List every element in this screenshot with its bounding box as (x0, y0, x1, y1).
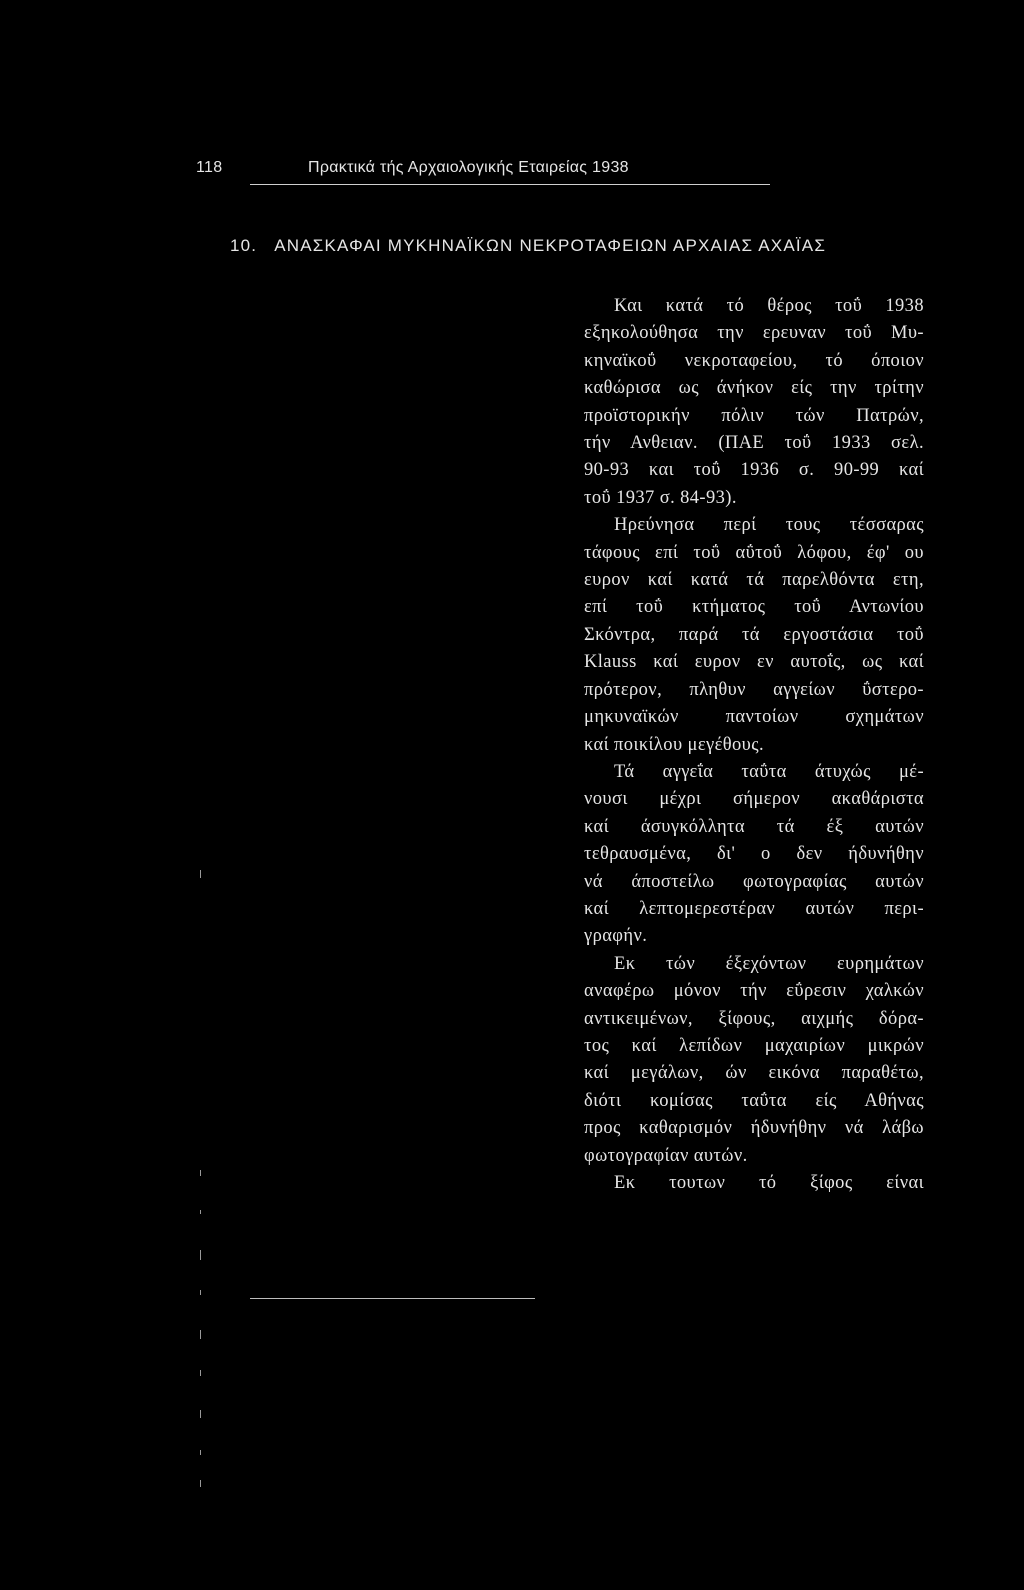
scan-mark (200, 870, 201, 878)
text-line: καί λεπτομερεστέραν αυτών περι- (584, 898, 924, 919)
text-line: τεθραυσμένα, δι' ο δεν ήδυνήθην (584, 844, 924, 865)
text-line: νουσι μέχρι σήμερον ακαθάριστα (584, 789, 924, 810)
text-line: αντικειμένων, ξίφους, αιχμής δόρα- (584, 1008, 924, 1029)
text-line: προς καθαρισμόν ήδυνήθην νά λάβω (584, 1118, 924, 1139)
scan-mark (200, 1450, 201, 1455)
text-line: τος καί λεπίδων μαχαιρίων μικρών (584, 1035, 924, 1056)
scan-mark (200, 1330, 201, 1339)
text-line: τοΰ 1937 σ. 84-93). (584, 487, 737, 508)
text-line: καί μεγάλων, ών εικόνα παραθέτω, (584, 1063, 924, 1084)
text-line: γραφήν. (584, 926, 648, 947)
scan-mark (200, 1290, 201, 1295)
text-line: επί τοΰ κτήματος τοΰ Αντωνίου (584, 597, 924, 618)
text-line: καί ποικίλου μεγέθους. (584, 734, 764, 755)
text-line: τάφους επί τοΰ αΰτοΰ λόφου, έφ' ου (584, 542, 924, 563)
text-line: καί άσυγκόλλητα τά έξ αυτών (584, 816, 924, 837)
text-line: διότι κομίσας ταΰτα είς Αθήνας (584, 1090, 924, 1111)
scan-mark (200, 1410, 201, 1418)
page-number: 118 (196, 159, 223, 176)
text-line: καθώρισα ως άνήκον είς την τρίτην (584, 378, 924, 399)
journal-title: Πρακτικά τής Αρχαιολογικής Εταιρείας 1938 (308, 159, 629, 176)
footer-divider (250, 1298, 535, 1299)
text-line: αναφέρω μόνον τήν εΰρεσιν χαλκών (584, 981, 924, 1002)
text-line: εξηκολούθησα την ερευναν τοΰ Μυ- (584, 323, 924, 344)
text-line: προϊστορικήν πόλιν τών Πατρών, (584, 405, 924, 426)
scan-mark (200, 1210, 201, 1214)
scan-mark (200, 1250, 201, 1260)
text-line: πρότερον, πληθυν αγγείων ΰστερο- (584, 679, 924, 700)
section-heading (230, 236, 910, 256)
scan-mark (200, 1480, 201, 1487)
text-line: τήν Ανθειαν. (ΠΑΕ τοΰ 1933 σελ. (584, 433, 924, 454)
text-line: κηναϊκοΰ νεκροταφείου, τό όποιον (584, 350, 924, 371)
text-line: Και κατά τό θέρος τοΰ 1938 (614, 296, 924, 316)
text-line: μηκυναϊκών παντοίων σχημάτων (584, 707, 924, 728)
section-number: 10. (230, 236, 258, 255)
section-title: ΑΝΑΣΚΑΦΑΙ ΜΥΚΗΝΑΪΚΩΝ ΝΕΚΡΟΤΑΦΕΙΩΝ ΑΡΧΑΙΑΣ ΑΧΑΪΑΣ (274, 236, 827, 255)
running-header (196, 159, 756, 185)
text-line: 90-93 και τοΰ 1936 σ. 90-99 καί (584, 460, 924, 481)
text-line: νά άποστείλω φωτογραφίας αυτών (584, 871, 924, 892)
scan-edge-marks (200, 870, 206, 1590)
text-line: Ηρεύνησα περί τους τέσσαρας (614, 515, 924, 536)
text-line: Klauss καί ευρον εν αυτοΐς, ως καί (584, 652, 924, 673)
header-divider (250, 184, 770, 185)
text-line: Τά αγγεΐα ταΰτα άτυχώς μέ- (614, 761, 924, 782)
body-text-column (584, 293, 924, 1197)
text-line: φωτογραφίαν αυτών. (584, 1145, 748, 1166)
text-line: Εκ τουτων τό ξίφος είναι (614, 1173, 924, 1193)
scan-mark (200, 1170, 201, 1176)
text-line: Εκ τών έξεχόντων ευρημάτων (614, 953, 924, 974)
text-line: ευρον καί κατά τά παρελθόντα ετη, (584, 570, 924, 591)
scan-mark (200, 1370, 201, 1376)
text-line: Σκόντρα, παρά τά εργοστάσια τοΰ (584, 624, 924, 645)
